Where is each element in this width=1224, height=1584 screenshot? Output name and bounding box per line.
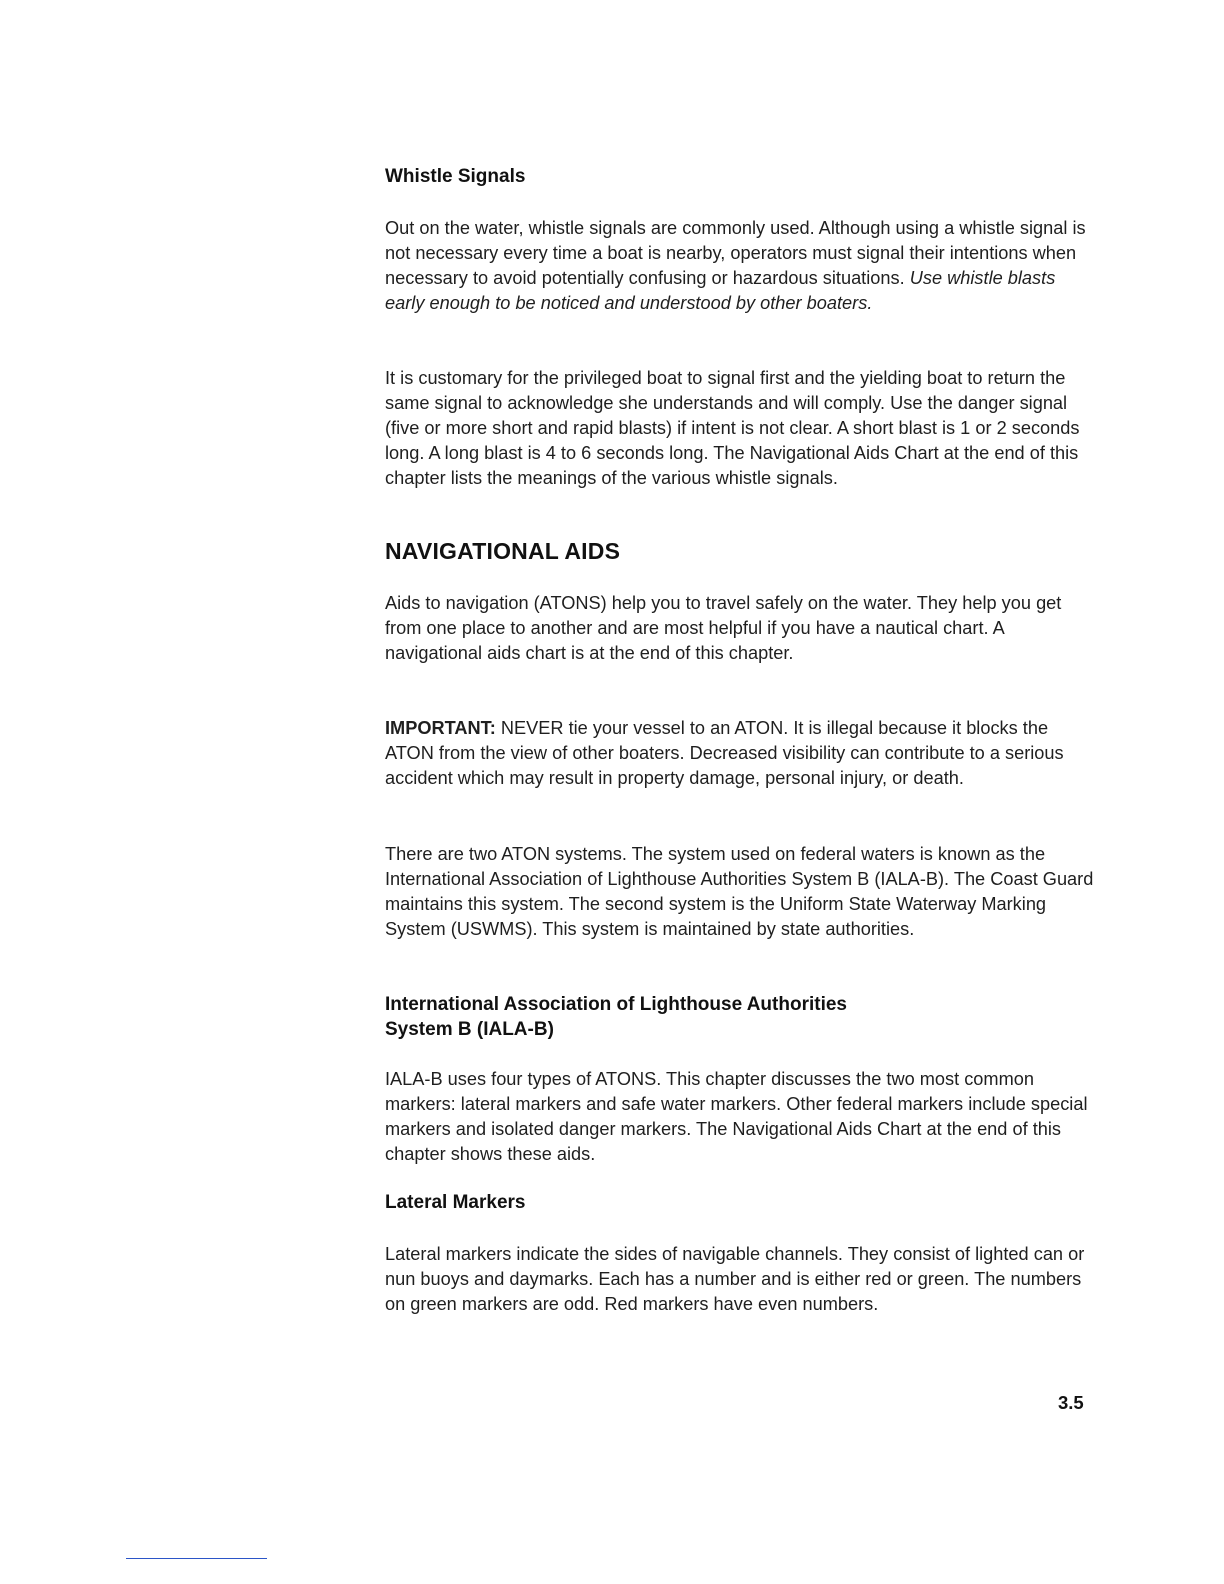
navigational-aids-paragraph-1: Aids to navigation (ATONS) help you to travel safely on the water. They help you get from one place to another and are most helpful if you have a nautical chart. A navigational aids chart is at the end of this chapter. <box>385 593 1062 663</box>
important-note <box>385 716 1095 791</box>
aton-systems-paragraph: There are two ATON systems. The system used on federal waters is known as the International Association of Lighthouse Authorities System B (IALA-B). The Coast Guard maintains this system. The second system is the Uniform State Waterway Marking System (USWMS). This system is maintained by state authorities. <box>385 844 1094 939</box>
iala-b-paragraph: IALA-B uses four types of ATONS. This chapter discusses the two most common markers: lateral markers and safe water markers. Other federal markers include special markers and isolated danger markers. The Navigational Aids Chart at the end of this chapter shows these aids. <box>385 1069 1088 1164</box>
page-number: 3.5 <box>1058 1392 1084 1413</box>
important-label: IMPORTANT: <box>385 718 496 738</box>
whistle-signals-heading: Whistle Signals <box>385 166 526 187</box>
iala-b-heading-line-2: System B (IALA-B) <box>385 1019 554 1040</box>
whistle-signals-paragraph-1-emphasis: Use whistle blasts early enough to be noticed and understood by other boaters. <box>385 268 1056 313</box>
whistle-signals-paragraph-1 <box>385 216 1095 316</box>
navigational-aids-heading: NAVIGATIONAL AIDS <box>385 538 621 564</box>
lateral-markers-heading: Lateral Markers <box>385 1192 526 1213</box>
whistle-signals-paragraph-1-text: Out on the water, whistle signals are commonly used. Although using a whistle signal is not necessary every time a boat is nearby, operators must signal their intentions when necessary to avoid potentially confusing or hazardous situations. <box>385 218 1086 288</box>
footer-rule <box>126 1558 267 1559</box>
whistle-signals-paragraph-2: It is customary for the privileged boat to signal first and the yielding boat to return the same signal to acknowledge she understands and will comply. Use the danger signal (five or more short and rapid blasts) if intent is not clear. A short blast is 1 or 2 seconds long. A long blast is 4 to 6 seconds long. The Navigational Aids Chart at the end of this chapter lists the meanings of the various whistle signals. <box>385 368 1080 488</box>
lateral-markers-paragraph: Lateral markers indicate the sides of navigable channels. They consist of lighted can or nun buoys and daymarks. Each has a number and is either red or green. The numbers on green markers are odd. Red markers have even numbers. <box>385 1244 1085 1314</box>
important-text: NEVER tie your vessel to an ATON. It is illegal because it blocks the ATON from the view of other boaters. Decreased visibility can contribute to a serious accident which may result in property damage, personal injury, or death. <box>385 718 1064 788</box>
iala-b-heading-line-1: International Association of Lighthouse Authorities <box>385 994 847 1015</box>
iala-b-heading <box>385 992 847 1042</box>
